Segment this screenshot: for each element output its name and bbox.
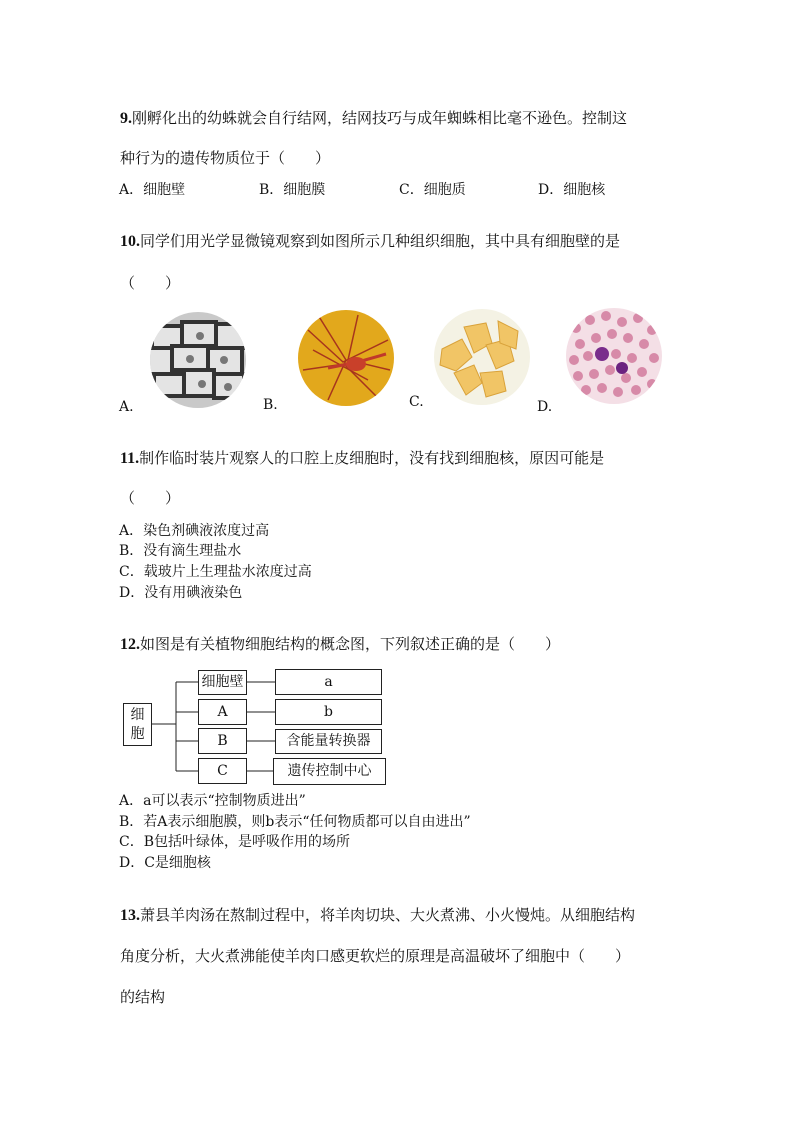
diagram-box-genetic-control: 遗传控制中心	[273, 758, 386, 785]
q10-line2: （ ）	[120, 274, 181, 292]
q12-line1: 12.如图是有关植物细胞结构的概念图，下列叙述正确的是（ ）	[120, 635, 561, 653]
q12-option-b: B．若A表示细胞膜，则b表示“任何物质都可以自由进出”	[119, 814, 471, 830]
diagram-box-b: B	[198, 728, 247, 754]
diagram-box-c: C	[198, 758, 247, 784]
q13-line1: 13.萧县羊肉汤在熬制过程中，将羊肉切块、大火煮沸、小火慢炖。从细胞结构	[120, 906, 636, 924]
q9-option-a: A．细胞壁	[119, 182, 186, 198]
blood-smear-micrograph	[566, 308, 662, 404]
onion-epidermis-micrograph	[150, 312, 246, 408]
q13-number: 13.	[120, 907, 140, 924]
q13-line2: 角度分析，大火煮沸能使羊肉口感更软烂的原理是高温破坏了细胞中（ ）	[120, 947, 631, 965]
q10-label-b: B.	[263, 397, 278, 413]
q10-line1: 10.同学们用光学显微镜观察到如图所示几种组织细胞，其中具有细胞壁的是	[120, 232, 621, 250]
q10-label-c: C.	[409, 394, 424, 410]
q10-number: 10.	[120, 233, 140, 250]
diagram-box-a: A	[198, 699, 247, 725]
q9-option-b: B．细胞膜	[259, 182, 326, 198]
q11-line2: （ ）	[120, 489, 181, 507]
cell-root-box: 细 胞	[123, 703, 152, 746]
q12-number: 12.	[120, 636, 140, 653]
plant-cells-micrograph	[434, 309, 530, 405]
q12-option-a: A．a可以表示“控制物质进出”	[119, 793, 306, 809]
q12-option-d: D．C是细胞核	[119, 855, 211, 871]
q13-line3: 的结构	[120, 988, 166, 1006]
q11-number: 11.	[120, 450, 140, 467]
q9-option-c: C．细胞质	[399, 182, 466, 198]
q11-option-a: A．染色剂碘液浓度过高	[119, 523, 270, 539]
q11-option-d: D．没有用碘液染色	[119, 585, 243, 601]
q10-label-d: D.	[537, 399, 553, 415]
q11-option-c: C．载玻片上生理盐水浓度过高	[119, 564, 312, 580]
q11-option-b: B．没有滴生理盐水	[119, 543, 242, 559]
q9-number: 9.	[120, 110, 132, 127]
q12-option-c: C．B包括叶绿体，是呼吸作用的场所	[119, 834, 350, 850]
diagram-box-energy-converter: 含能量转换器	[275, 729, 382, 754]
q9-line2: 种行为的遗传物质位于（ ）	[120, 149, 331, 167]
diagram-box-lower-a: a	[275, 669, 382, 695]
q11-line1: 11.制作临时装片观察人的口腔上皮细胞时，没有找到细胞核，原因可能是	[120, 449, 605, 467]
q10-label-a: A.	[119, 399, 134, 415]
q9-option-d: D．细胞核	[538, 182, 606, 198]
neuron-micrograph	[298, 310, 394, 406]
q9-line1: 9.刚孵化出的幼蛛就会自行结网，结网技巧与成年蜘蛛相比毫不逊色。控制这	[120, 109, 628, 127]
diagram-box-lower-b: b	[275, 699, 382, 725]
diagram-box-cell-wall: 细胞壁	[198, 670, 247, 695]
